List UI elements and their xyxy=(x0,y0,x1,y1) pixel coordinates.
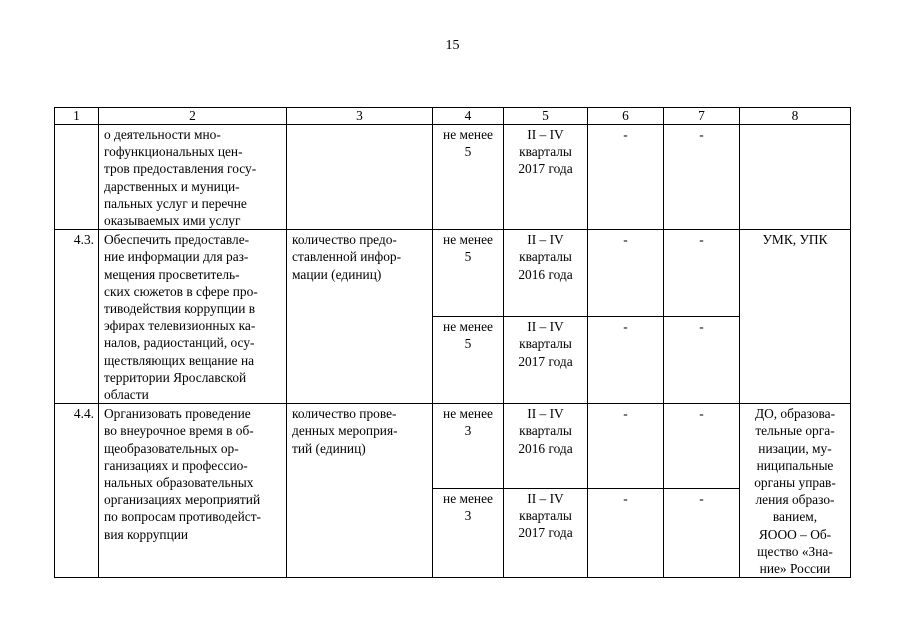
header-col-6: 6 xyxy=(588,108,664,125)
row-4-3-number: 4.3. xyxy=(55,230,99,404)
row-continued-number xyxy=(55,125,99,230)
header-col-2: 2 xyxy=(99,108,287,125)
row-continued-indicator xyxy=(287,125,433,230)
row-4-4-responsible: ДО, образова- тельные орга- низации, му- ниципальные органы управ- ления образо- ванием, ЯООО – Об- щество «Зна- ние» России xyxy=(740,404,851,578)
row-4-3-value-2017: не менее 5 xyxy=(433,317,504,404)
row-4-4-col7-2016: - xyxy=(664,404,740,488)
table-row-4-3 xyxy=(55,230,851,317)
row-4-4-value-2017: не менее 3 xyxy=(433,488,504,578)
header-col-7: 7 xyxy=(664,108,740,125)
header-col-4: 4 xyxy=(433,108,504,125)
page-number: 15 xyxy=(445,38,460,53)
header-col-5: 5 xyxy=(504,108,588,125)
row-continued-col6: - xyxy=(588,125,664,230)
row-4-4-indicator: количество прове- денных мероприя- тий (единиц) xyxy=(287,404,433,578)
row-4-3-measure: Обеспечить предоставле- ние информации для раз- мещения просветитель- ских сюжетов в сфере про- тиводействия коррупции в эфирах телевизионных ка- налов, радиостанций, осу- ществляющих вещание на территории Ярославской области xyxy=(99,230,287,404)
table-header-row xyxy=(55,108,851,125)
row-continued-measure: о деятельности мно- гофункциональных цен- тров предоставления госу- дарственных и муници- пальных услуг и перечне оказываемых ими услуг xyxy=(99,125,287,230)
table-row-continued xyxy=(55,125,851,230)
row-4-4-period-2017: II – IV кварталы 2017 года xyxy=(504,488,588,578)
header-col-1: 1 xyxy=(55,108,99,125)
row-4-3-col6-2016: - xyxy=(588,230,664,317)
row-4-4-number: 4.4. xyxy=(55,404,99,578)
row-continued-col7: - xyxy=(664,125,740,230)
row-4-3-responsible: УМК, УПК xyxy=(740,230,851,404)
row-4-3-period-2016: II – IV кварталы 2016 года xyxy=(504,230,588,317)
row-4-3-col7-2017: - xyxy=(664,317,740,404)
plan-table xyxy=(54,107,851,578)
row-4-4-col6-2017: - xyxy=(588,488,664,578)
header-col-3: 3 xyxy=(287,108,433,125)
table-row-4-4 xyxy=(55,404,851,488)
row-4-4-value-2016: не менее 3 xyxy=(433,404,504,488)
row-4-3-col6-2017: - xyxy=(588,317,664,404)
row-4-3-indicator: количество предо- ставленной инфор- мации (единиц) xyxy=(287,230,433,404)
row-4-4-col7-2017: - xyxy=(664,488,740,578)
row-continued-period: II – IV кварталы 2017 года xyxy=(504,125,588,230)
row-4-4-measure: Организовать проведение во внеурочное время в об- щеобразовательных ор- ганизациях и профессио- нальных образовательных организациях мероприятий по вопросам противодейст- вия коррупции xyxy=(99,404,287,578)
row-4-3-value-2016: не менее 5 xyxy=(433,230,504,317)
row-continued-value: не менее 5 xyxy=(433,125,504,230)
row-continued-responsible xyxy=(740,125,851,230)
row-4-4-period-2016: II – IV кварталы 2016 года xyxy=(504,404,588,488)
row-4-4-col6-2016: - xyxy=(588,404,664,488)
header-col-8: 8 xyxy=(740,108,851,125)
row-4-3-period-2017: II – IV кварталы 2017 года xyxy=(504,317,588,404)
row-4-3-col7-2016: - xyxy=(664,230,740,317)
